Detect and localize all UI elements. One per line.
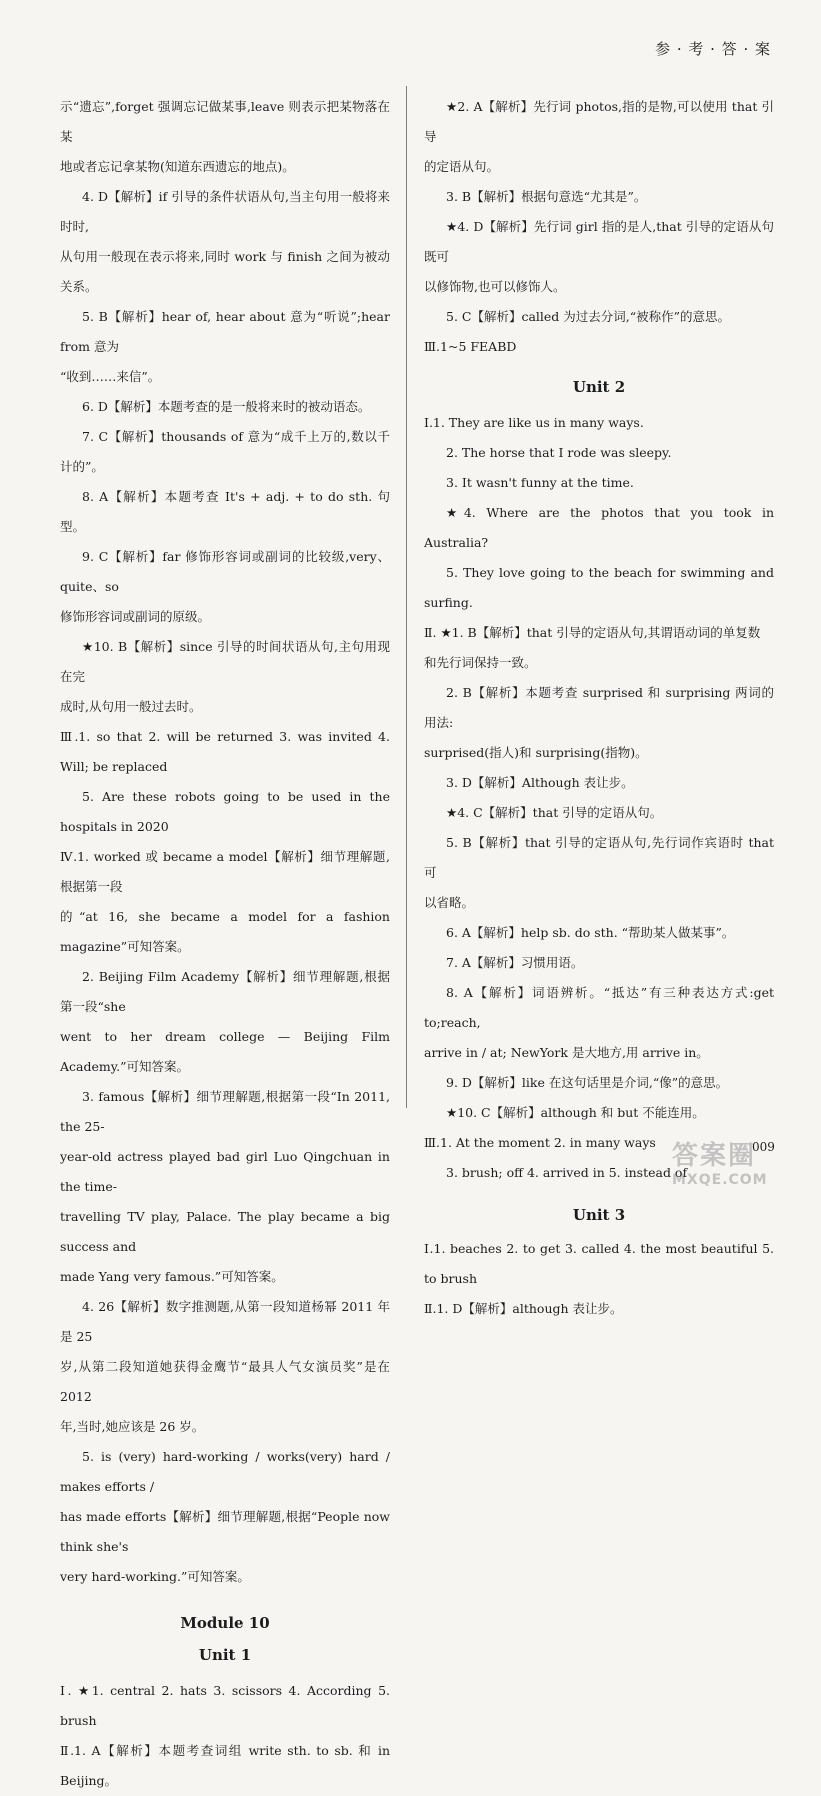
- column-divider: [406, 86, 407, 1108]
- answer-line: 成时,从句用一般过去时。: [60, 699, 202, 714]
- answer-line: Ⅲ.1. so that 2. will be returned 3. was invited 4. Will; be replaced: [60, 729, 390, 774]
- answer-line: 8. A【解析】词语辨析。“抵达”有三种表达方式:get to;reach,: [424, 985, 774, 1030]
- answer-line: Ⅰ.1. beaches 2. to get 3. called 4. the most beautiful 5. to brush: [424, 1241, 774, 1286]
- page-number: 009: [752, 1140, 775, 1154]
- unit1-answers: [60, 1676, 390, 1796]
- answer-line: 以省略。: [424, 895, 475, 910]
- answer-line: 地或者忘记拿某物(知道东西遗忘的地点)。: [60, 159, 295, 174]
- answer-line: 3. brush; off 4. arrived in 5. instead of: [446, 1165, 688, 1180]
- answer-line: Ⅳ.1. worked 或 became a model【解析】细节理解题,根据第一段: [60, 849, 390, 894]
- answer-line: 6. A【解析】help sb. do sth. “帮助某人做某事”。: [446, 925, 735, 940]
- answer-line: year-old actress played bad girl Luo Qingchuan in the time-: [60, 1149, 390, 1194]
- answer-line: ★4. D【解析】先行词 girl 指的是人,that 引导的定语从句既可: [424, 219, 774, 264]
- answer-line: ★10. C【解析】although 和 but 不能连用。: [446, 1105, 705, 1120]
- answer-line: 7. C【解析】thousands of 意为“成千上万的,数以千计的”。: [60, 429, 390, 474]
- answer-line: 从句用一般现在表示将来,同时 work 与 finish 之间为被动关系。: [60, 249, 390, 294]
- answer-line: 5. They love going to the beach for swimming and surfing.: [424, 565, 774, 610]
- answer-line: 6. D【解析】本题考查的是一般将来时的被动语态。: [82, 399, 371, 414]
- answer-line: ★10. B【解析】since 引导的时间状语从句,主句用现在完: [60, 639, 390, 684]
- answer-line: 以修饰物,也可以修饰人。: [424, 279, 566, 294]
- answer-line: 5. Are these robots going to be used in the hospitals in 2020: [60, 789, 390, 834]
- watermark-logo: [672, 1135, 812, 1190]
- unit1-answers-cont: [424, 92, 774, 362]
- answer-line: went to her dream college — Beijing Film Academy.”可知答案。: [60, 1029, 390, 1074]
- answer-line: 3. famous【解析】细节理解题,根据第一段“In 2011, the 25-: [60, 1089, 390, 1134]
- answer-line: 8. A【解析】本题考查 It's + adj. + to do sth. 句型。: [60, 489, 390, 534]
- answer-line: 3. B【解析】根据句意选“尤其是”。: [446, 189, 647, 204]
- answer-line: arrive in / at; NewYork 是大地方,用 arrive in。: [424, 1045, 709, 1060]
- answer-line: 9. D【解析】like 在这句话里是介词,“像”的意思。: [446, 1075, 729, 1090]
- answer-line: 4. 26【解析】数字推测题,从第一段知道杨幂 2011 年是 25: [60, 1299, 390, 1344]
- answer-line: 2. Beijing Film Academy【解析】细节理解题,根据第一段“she: [60, 969, 390, 1014]
- answer-line: 4. D【解析】if 引导的条件状语从句,当主句用一般将来时时,: [60, 189, 390, 234]
- answer-line: very hard-working.”可知答案。: [60, 1569, 250, 1584]
- answer-line: 2. The horse that I rode was sleepy.: [446, 445, 672, 460]
- answer-line: ★4. C【解析】that 引导的定语从句。: [446, 805, 663, 820]
- answer-line: 3. It wasn't funny at the time.: [446, 475, 634, 490]
- unit2-answers: [424, 408, 774, 1188]
- answer-line: ★2. A【解析】先行词 photos,指的是物,可以使用 that 引导: [424, 99, 774, 144]
- answer-line: ★4. Where are the photos that you took in Australia?: [424, 505, 774, 550]
- answer-line: 9. C【解析】far 修饰形容词或副词的比较级,very、quite、so: [60, 549, 390, 594]
- answer-line: Ⅱ.1. A【解析】本题考查词组 write sth. to sb. 和 in Beijing。: [60, 1743, 390, 1788]
- answer-line: 的定语从句。: [424, 159, 500, 174]
- answer-line: Ⅲ.1~5 FEABD: [424, 339, 517, 354]
- page-header: 参 · 考 · 答 · 案: [655, 40, 771, 58]
- watermark-main: 答案圈: [672, 1141, 757, 1171]
- watermark-url: MXQE.COM: [672, 1172, 768, 1188]
- answer-line: 5. B【解析】hear of, hear about 意为“听说”;hear from 意为: [60, 309, 390, 354]
- answer-line: Ⅲ.1. At the moment 2. in many ways: [424, 1135, 656, 1150]
- module-heading: Module 10: [180, 1614, 270, 1632]
- answer-line: surprised(指人)和 surprising(指物)。: [424, 745, 648, 760]
- unit1-heading: Unit 1: [198, 1646, 252, 1664]
- answer-line: 修饰形容词或副词的原级。: [60, 609, 211, 624]
- answer-line: travelling TV play, Palace. The play became a big success and: [60, 1209, 390, 1254]
- answer-line: “收到……来信”。: [60, 369, 161, 384]
- answer-line: 5. is (very) hard-working / works(very) hard / makes efforts /: [60, 1449, 390, 1494]
- unit3-heading: Unit 3: [572, 1206, 626, 1224]
- answer-line: Ⅰ.1. They are like us in many ways.: [424, 415, 644, 430]
- answer-line: 5. C【解析】called 为过去分词,“被称作”的意思。: [446, 309, 731, 324]
- answer-line: 的“at 16, she became a model for a fashion magazine”可知答案。: [60, 909, 390, 954]
- answer-line: Ⅱ.1. D【解析】although 表让步。: [424, 1301, 623, 1316]
- answer-line: 示“遗忘”,forget 强调忘记做某事,leave 则表示把某物落在某: [60, 99, 390, 144]
- answer-line: has made efforts【解析】细节理解题,根据“People now think she's: [60, 1509, 390, 1554]
- answer-line: 5. B【解析】that 引导的定语从句,先行词作宾语时 that 可: [424, 835, 774, 880]
- left-answers: [60, 92, 390, 1592]
- left-column: [60, 92, 390, 1796]
- answer-line: 和先行词保持一致。: [424, 655, 537, 670]
- answer-line: Ⅰ. ★1. central 2. hats 3. scissors 4. According 5. brush: [60, 1683, 390, 1728]
- unit3-answers: [424, 1234, 774, 1324]
- answer-line: 年,当时,她应该是 26 岁。: [60, 1419, 205, 1434]
- answer-line: Ⅱ. ★1. B【解析】that 引导的定语从句,其谓语动词的单复数: [424, 625, 761, 640]
- answer-line: 2. B【解析】本题考查 surprised 和 surprising 两词的用法:: [424, 685, 774, 730]
- answer-line: made Yang very famous.”可知答案。: [60, 1269, 284, 1284]
- unit2-heading: Unit 2: [572, 378, 626, 396]
- answer-line: 7. A【解析】习惯用语。: [446, 955, 584, 970]
- answer-line: 岁,从第二段知道她获得金鹰节“最具人气女演员奖”是在2012: [60, 1359, 390, 1404]
- answer-line: 3. D【解析】Although 表让步。: [446, 775, 634, 790]
